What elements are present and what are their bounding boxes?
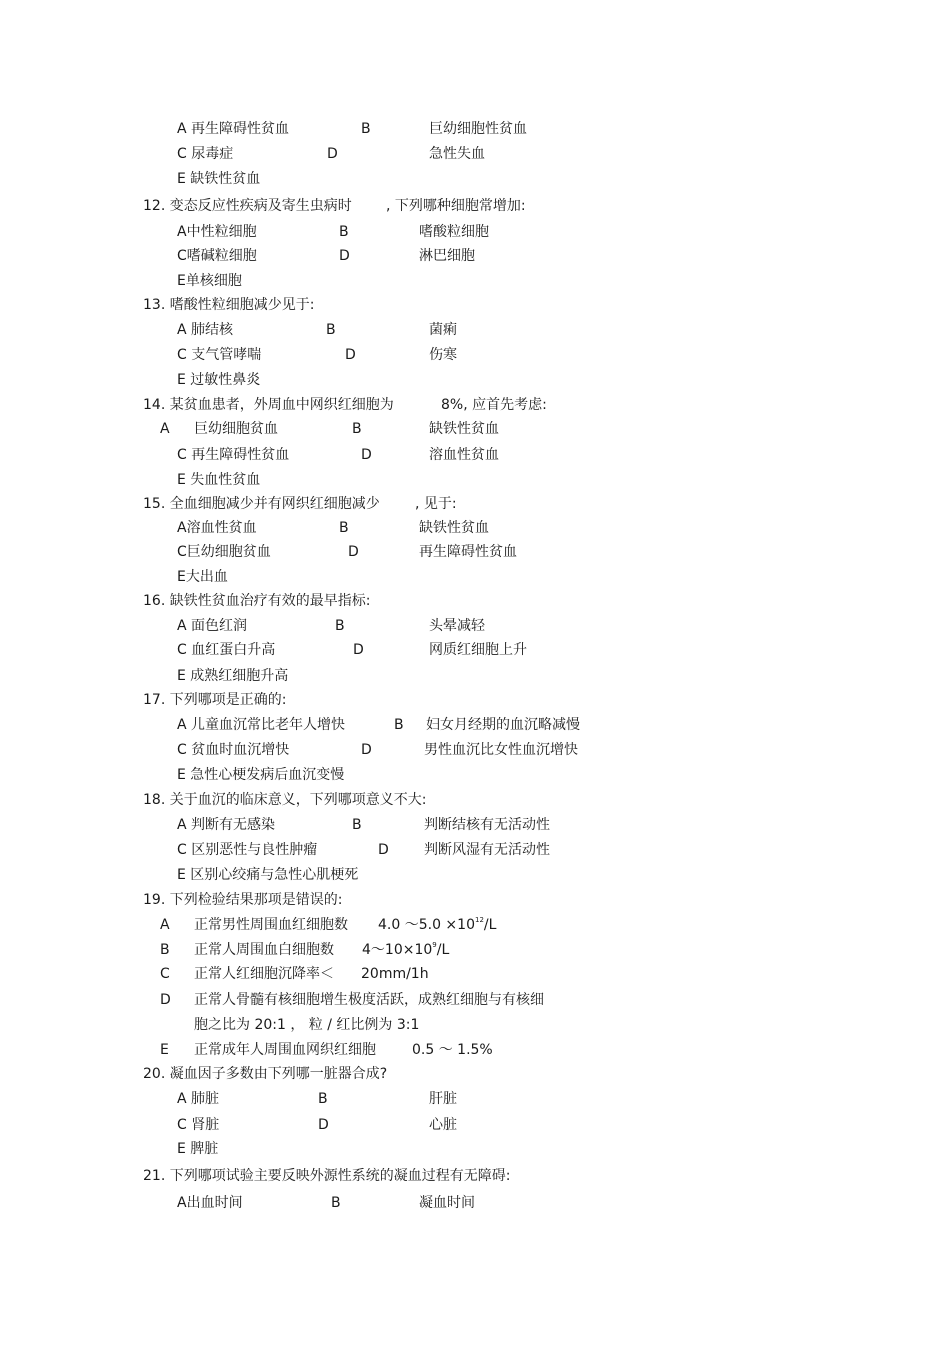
q17-label-d: D bbox=[361, 742, 372, 758]
q15-option-d: 再生障碍性贫血 bbox=[419, 544, 517, 560]
q19-value-e: 0.5 ～ 1.5% bbox=[412, 1042, 493, 1058]
exponent: 9 bbox=[432, 941, 437, 949]
q20-option-c: C 肾脏 bbox=[177, 1117, 220, 1133]
q21-stem: 21. 下列哪项试验主要反映外源性系统的凝血过程有无障碍: bbox=[143, 1168, 511, 1184]
q18-label-b: B bbox=[352, 817, 362, 833]
q14-option-c: C 再生障碍性贫血 bbox=[177, 447, 290, 463]
q19-label-e: E bbox=[160, 1042, 169, 1058]
q11-label-b: B bbox=[361, 121, 371, 137]
q12-stem: 12. 变态反应性疾病及寄生虫病时 bbox=[143, 198, 352, 214]
q16-option-a: A 面色红润 bbox=[177, 618, 248, 634]
q15-label-d: D bbox=[348, 544, 359, 560]
q14-option-b: 缺铁性贫血 bbox=[429, 421, 499, 437]
q12-option-a: A中性粒细胞 bbox=[177, 224, 257, 240]
q19-label-a: A bbox=[160, 917, 170, 933]
q12-stem-cont: , 下列哪种细胞常增加: bbox=[386, 198, 526, 214]
q12-label-b: B bbox=[339, 224, 349, 240]
q18-option-a: A 判断有无感染 bbox=[177, 817, 276, 833]
q19-label-c: C bbox=[160, 966, 170, 982]
q18-option-b: 判断结核有无活动性 bbox=[424, 817, 550, 833]
q14-label-d: D bbox=[361, 447, 372, 463]
q12-option-b: 嗜酸粒细胞 bbox=[419, 224, 489, 240]
q19-text-c: 正常人红细胞沉降率＜ bbox=[194, 966, 334, 982]
q16-option-e: E 成熟红细胞升高 bbox=[177, 668, 289, 684]
q13-label-d: D bbox=[345, 347, 356, 363]
q19-value-a: 4.0 ～5.0 $\times 10^{12}/L$ bbox=[378, 916, 497, 933]
q13-option-d: 伤寒 bbox=[429, 347, 457, 363]
q11-option-a: A 再生障碍性贫血 bbox=[177, 121, 290, 137]
q18-option-e: E 区别心绞痛与急性心肌梗死 bbox=[177, 867, 359, 883]
q11-option-b: 巨幼细胞性贫血 bbox=[429, 121, 527, 137]
q18-label-d: D bbox=[378, 842, 389, 858]
q13-option-e: E 过敏性鼻炎 bbox=[177, 372, 261, 388]
q12-label-d: D bbox=[339, 248, 350, 264]
exponent: 12 bbox=[474, 916, 484, 924]
q20-stem: 20. 凝血因子多数由下列哪一脏器合成? bbox=[143, 1066, 388, 1082]
q17-option-e: E 急性心梗发病后血沉变慢 bbox=[177, 767, 345, 783]
q17-option-a: A 儿童血沉常比老年人增快 bbox=[177, 717, 346, 733]
q12-option-d: 淋巴细胞 bbox=[419, 248, 475, 264]
q14-option-d: 溶血性贫血 bbox=[429, 447, 499, 463]
q20-option-e: E 脾脏 bbox=[177, 1141, 219, 1157]
q15-option-b: 缺铁性贫血 bbox=[419, 520, 489, 536]
q13-option-c: C 支气管哮喘 bbox=[177, 347, 262, 363]
q14-stem-cont: 8%, 应首先考虑: bbox=[441, 397, 547, 413]
q20-label-b: B bbox=[318, 1091, 328, 1107]
q20-option-a: A 肺脏 bbox=[177, 1091, 220, 1107]
q19-value-b: $4\sim 10\times 10^9/L$ bbox=[362, 941, 450, 958]
q17-label-b: B bbox=[394, 717, 404, 733]
q19-stem: 19. 下列检验结果那项是错误的: bbox=[143, 892, 343, 908]
q14-stem: 14. 某贫血患者，外周血中网织红细胞为 bbox=[143, 397, 394, 413]
q20-label-d: D bbox=[318, 1117, 329, 1133]
q17-option-b: 妇女月经期的血沉略减慢 bbox=[426, 717, 580, 733]
q14-label-a: A bbox=[160, 421, 170, 437]
q20-option-d: 心脏 bbox=[429, 1117, 457, 1133]
q11-label-d: D bbox=[327, 146, 338, 162]
q12-option-c: C嗜碱粒细胞 bbox=[177, 248, 257, 264]
q16-label-b: B bbox=[335, 618, 345, 634]
q14-option-e: E 失血性贫血 bbox=[177, 472, 261, 488]
q19-text-b: 正常人周围血白细胞数 bbox=[194, 942, 334, 958]
q11-option-d: 急性失血 bbox=[429, 146, 485, 162]
q13-option-a: A 肺结核 bbox=[177, 322, 234, 338]
q13-label-b: B bbox=[326, 322, 336, 338]
q21-option-a: A出血时间 bbox=[177, 1195, 243, 1211]
q19-text-a: 正常男性周围血红细胞数 bbox=[194, 917, 348, 933]
q16-label-d: D bbox=[353, 642, 364, 658]
q18-option-d: 判断风湿有无活动性 bbox=[424, 842, 550, 858]
q11-option-e: E 缺铁性贫血 bbox=[177, 171, 261, 187]
q16-stem: 16. 缺铁性贫血治疗有效的最早指标: bbox=[143, 593, 371, 609]
q19-label-d: D bbox=[160, 992, 171, 1008]
q15-option-e: E大出血 bbox=[177, 569, 228, 585]
q17-option-c: C 贫血时血沉增快 bbox=[177, 742, 290, 758]
q15-label-b: B bbox=[339, 520, 349, 536]
q13-stem: 13. 嗜酸性粒细胞减少见于: bbox=[143, 297, 315, 313]
q19-text-d-line1: 正常人骨髓有核细胞增生极度活跃，成熟红细胞与有核细 bbox=[194, 992, 544, 1008]
q16-option-c: C 血红蛋白升高 bbox=[177, 642, 276, 658]
q12-option-e: E单核细胞 bbox=[177, 273, 242, 289]
q13-option-b: 菌痢 bbox=[429, 322, 457, 338]
q15-option-a: A溶血性贫血 bbox=[177, 520, 257, 536]
q16-option-d: 网质红细胞上升 bbox=[429, 642, 527, 658]
q21-option-b: 凝血时间 bbox=[419, 1195, 475, 1211]
q21-label-b: B bbox=[331, 1195, 341, 1211]
q19-value-c: 20mm/1h bbox=[361, 966, 429, 982]
q18-option-c: C 区别恶性与良性肿瘤 bbox=[177, 842, 318, 858]
q19-text-d-line2: 胞之比为 20:1 ， 粒 / 红比例为 3:1 bbox=[194, 1017, 420, 1033]
q19-text-e: 正常成年人周围血网织红细胞 bbox=[194, 1042, 376, 1058]
q17-stem: 17. 下列哪项是正确的: bbox=[143, 692, 287, 708]
q15-stem-cont: , 见于: bbox=[415, 496, 457, 512]
q20-option-b: 肝脏 bbox=[429, 1091, 457, 1107]
q14-option-a: 巨幼细胞贫血 bbox=[194, 421, 278, 437]
q15-stem: 15. 全血细胞减少并有网织红细胞减少 bbox=[143, 496, 380, 512]
q17-option-d: 男性血沉比女性血沉增快 bbox=[424, 742, 578, 758]
q11-option-c: C 尿毒症 bbox=[177, 146, 234, 162]
q19-label-b: B bbox=[160, 942, 170, 958]
q16-option-b: 头晕减轻 bbox=[429, 618, 485, 634]
q15-option-c: C巨幼细胞贫血 bbox=[177, 544, 271, 560]
q14-label-b: B bbox=[352, 421, 362, 437]
q18-stem: 18. 关于血沉的临床意义，下列哪项意义不大: bbox=[143, 792, 427, 808]
